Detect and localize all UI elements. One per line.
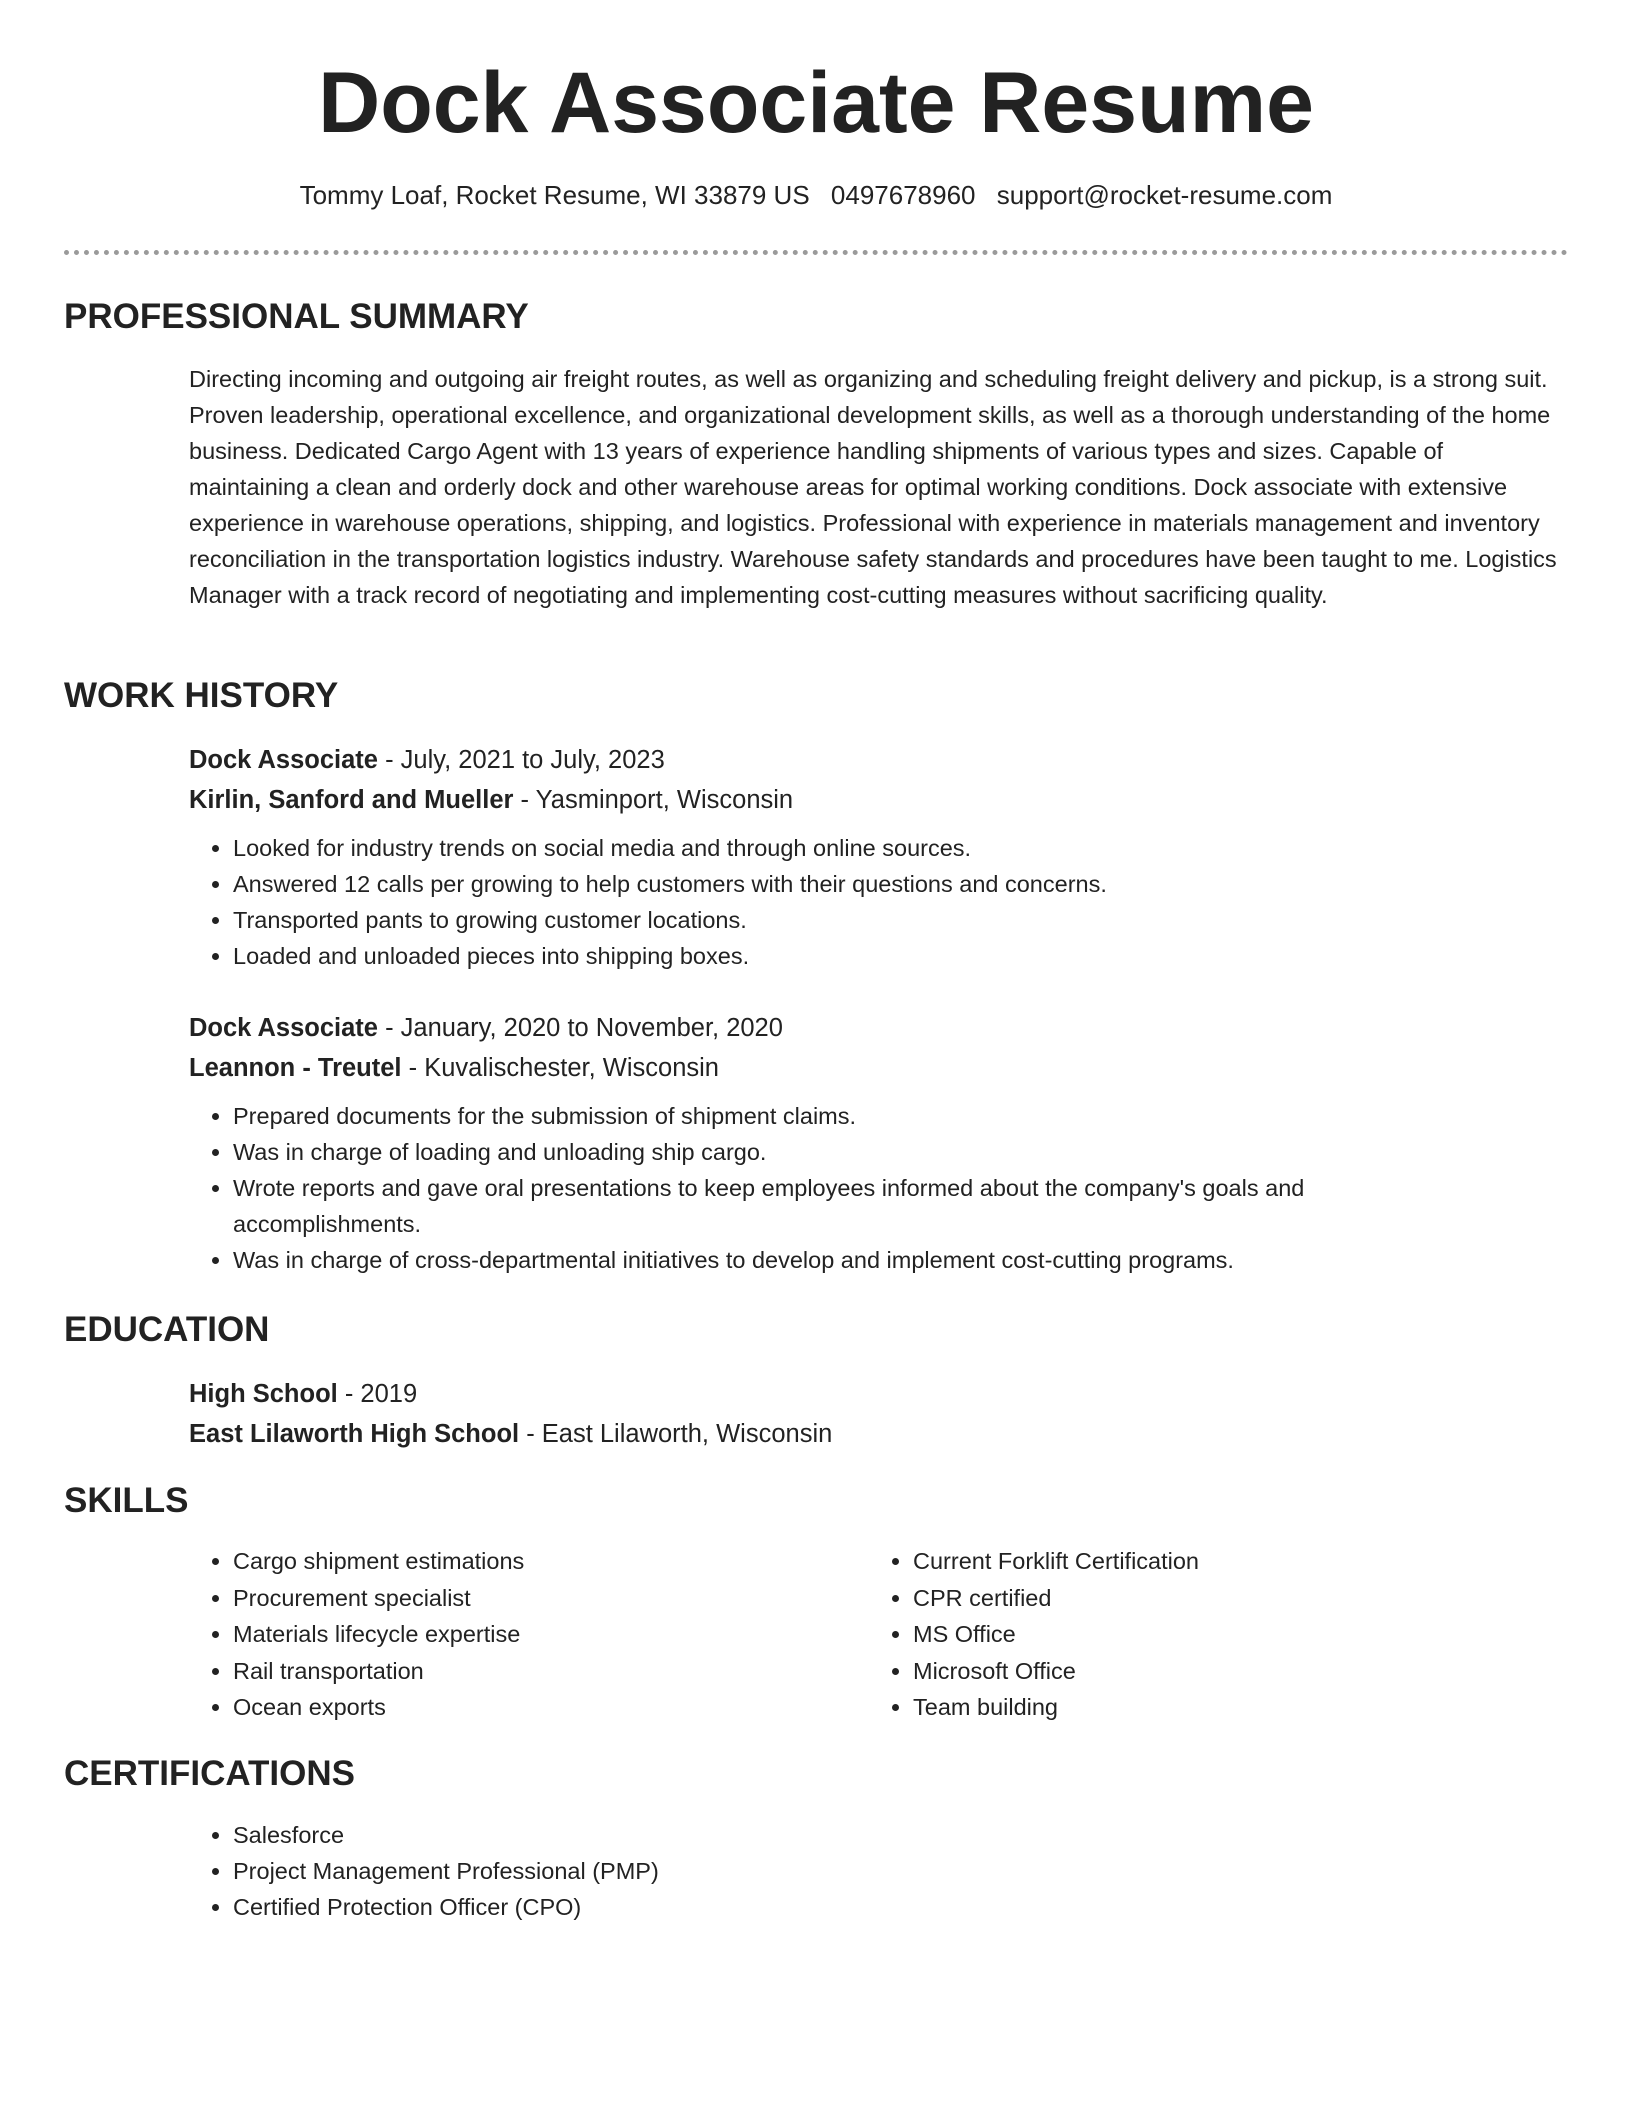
- contact-phone: 0497678960: [830, 180, 976, 210]
- skills-columns: [189, 1543, 1569, 1726]
- education-entry: [189, 1374, 1569, 1454]
- resume-title: Dock Associate Resume: [318, 55, 1314, 151]
- skills-list-left: [189, 1543, 869, 1726]
- job-title: Dock Associate: [189, 746, 378, 774]
- job-title-line: [189, 1008, 1569, 1048]
- skills-list-right: [869, 1543, 1549, 1726]
- job-bullets: [189, 1098, 1553, 1278]
- certification-item: • Salesforce: [233, 1817, 1569, 1853]
- contact-address: Tommy Loaf, Rocket Resume, WI 33879 US: [299, 180, 810, 210]
- job-dates: - January, 2020 to November, 2020: [377, 1014, 783, 1042]
- summary-section: [189, 361, 1567, 613]
- certification-item: • Project Management Professional (PMP): [233, 1853, 1569, 1889]
- job-company: Kirlin, Sanford and Mueller: [189, 786, 514, 814]
- contact-email: support@rocket-resume.com: [996, 180, 1333, 210]
- certifications-heading: CERTIFICATIONS: [64, 1754, 356, 1793]
- skill-item: • Ocean exports: [233, 1689, 869, 1726]
- skills-section: [189, 1543, 1569, 1726]
- skill-item: • Rail transportation: [233, 1653, 869, 1690]
- job-company: Leannon - Treutel: [189, 1054, 402, 1082]
- job-title-line: [189, 740, 1569, 780]
- education-location: - East Lilaworth, Wisconsin: [519, 1420, 833, 1448]
- certifications-section: [189, 1817, 1569, 1925]
- job-bullets: [189, 830, 1569, 974]
- job-bullet: • Answered 12 calls per growing to help customers with their questions and concerns.: [233, 866, 1569, 902]
- job-company-line: [189, 1048, 1569, 1088]
- education-school-line: [189, 1414, 1569, 1454]
- education-degree-line: [189, 1374, 1569, 1414]
- skill-item: • Materials lifecycle expertise: [233, 1616, 869, 1653]
- work-history-heading: WORK HISTORY: [64, 676, 339, 715]
- job-bullet: • Transported pants to growing customer locations.: [233, 902, 1569, 938]
- skill-item: • Team building: [913, 1689, 1549, 1726]
- contact-line: [0, 180, 1632, 211]
- certification-item: • Certified Protection Officer (CPO): [233, 1889, 1569, 1925]
- job-bullet: • Prepared documents for the submission of shipment claims.: [233, 1098, 1553, 1134]
- job-bullet: • Looked for industry trends on social media and through online sources.: [233, 830, 1569, 866]
- education-heading: EDUCATION: [64, 1310, 270, 1349]
- job-bullet: • Was in charge of loading and unloading ship cargo.: [233, 1134, 1553, 1170]
- job-bullet: • Wrote reports and gave oral presentations to keep employees informed about the company's goals and accomplishments.: [233, 1170, 1433, 1242]
- job-title: Dock Associate: [189, 1014, 378, 1042]
- job-bullet: • Was in charge of cross-departmental initiatives to develop and implement cost-cutting programs.: [233, 1242, 1553, 1278]
- header-divider: [64, 250, 1568, 255]
- job-location: - Kuvalischester, Wisconsin: [401, 1054, 719, 1082]
- skill-item: • Current Forklift Certification: [913, 1543, 1549, 1580]
- skill-item: • Procurement specialist: [233, 1580, 869, 1617]
- job-bullet: • Loaded and unloaded pieces into shipping boxes.: [233, 938, 1569, 974]
- job-location: - Yasminport, Wisconsin: [513, 786, 794, 814]
- job-entry: [189, 740, 1569, 974]
- summary-text: Directing incoming and outgoing air freight routes, as well as organizing and scheduling freight delivery and pickup, is a strong suit. Proven leadership, operational excellence, and organizational development skills, as well as a thorough understanding of the home business. Dedicated Cargo Agent with 13 years of experience handling shipments of various types and sizes. Capable of maintaining a clean and orderly dock and other warehouse areas for optimal working conditions. Dock associate with extensive experience in warehouse operations, shipping, and logistics. Professional with experience in materials management and inventory reconciliation in the transportation logistics industry. Warehouse safety standards and procedures have been taught to me. Logistics Manager with a track record of negotiating and implementing cost-cutting measures without sacrificing quality.: [189, 366, 1557, 608]
- skill-item: • Microsoft Office: [913, 1653, 1549, 1690]
- skill-item: • CPR certified: [913, 1580, 1549, 1617]
- skill-item: • Cargo shipment estimations: [233, 1543, 869, 1580]
- skills-heading: SKILLS: [64, 1481, 189, 1520]
- education-school: East Lilaworth High School: [189, 1420, 520, 1448]
- job-dates: - July, 2021 to July, 2023: [377, 746, 665, 774]
- education-year: - 2019: [337, 1380, 418, 1408]
- job-company-line: [189, 780, 1569, 820]
- job-entry: [189, 1008, 1569, 1278]
- skill-item: • MS Office: [913, 1616, 1549, 1653]
- education-degree: High School: [189, 1380, 338, 1408]
- summary-heading: PROFESSIONAL SUMMARY: [64, 297, 529, 336]
- certifications-list: [189, 1817, 1569, 1925]
